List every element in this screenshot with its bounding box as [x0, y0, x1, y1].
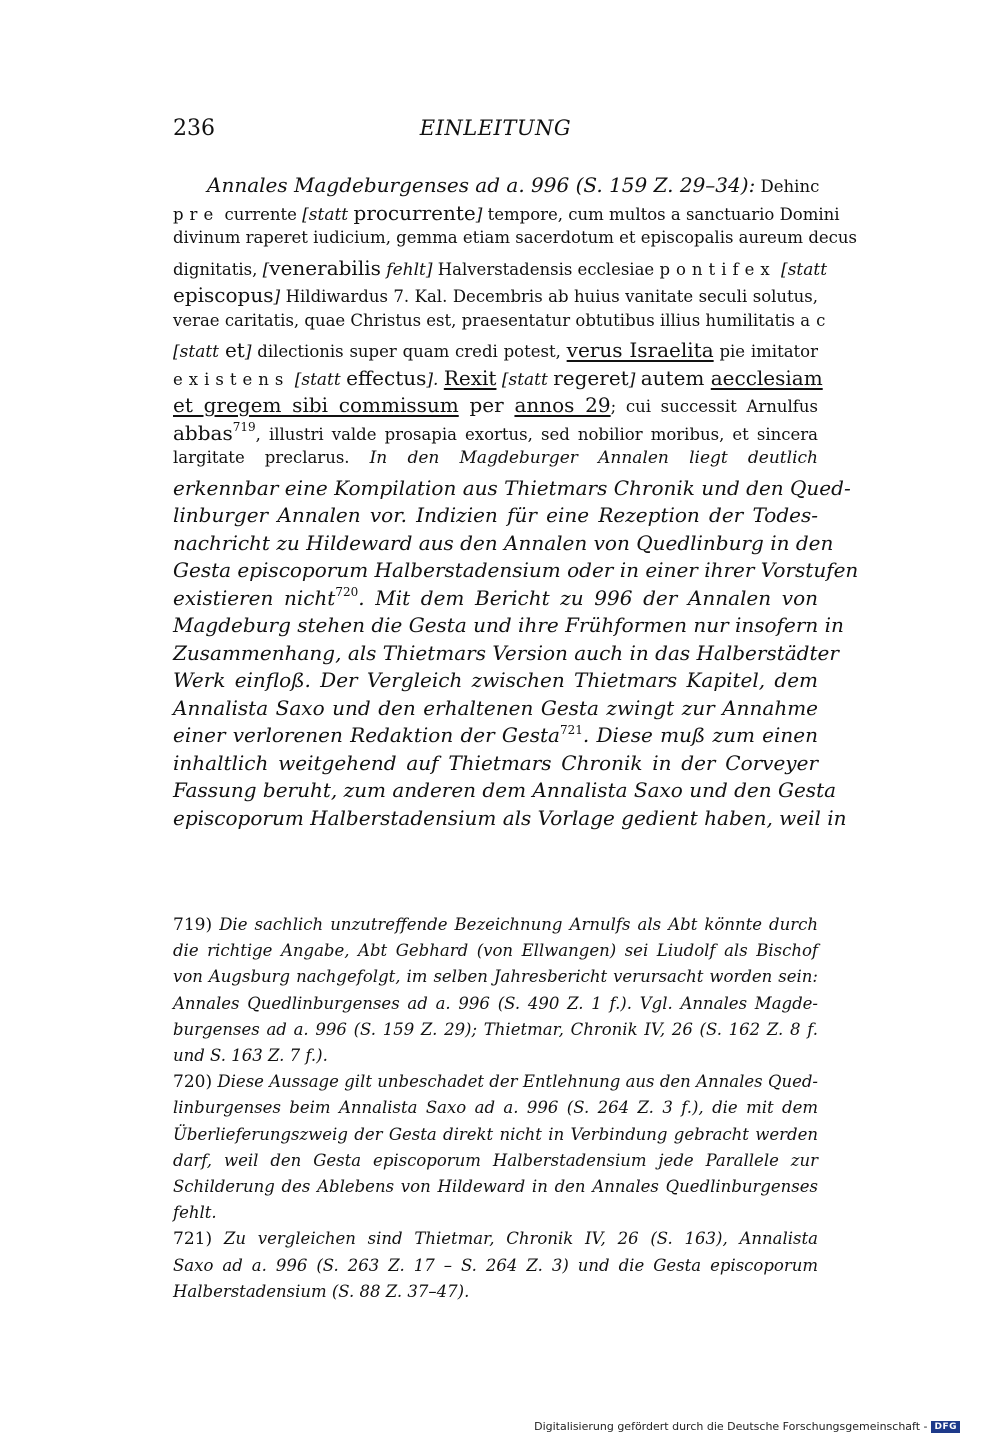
footnote-line: [173, 1124, 818, 1144]
text-run: currente: [219, 204, 303, 224]
underlined-text: annos 29: [514, 393, 611, 417]
footnote-text: fehlt.: [173, 1203, 217, 1223]
text-run: venerabilis: [269, 255, 381, 280]
text-run: [: [262, 259, 270, 280]
footnote-first-line: [173, 917, 818, 934]
text-run: Dehinc: [755, 177, 820, 196]
body-line: [173, 228, 857, 247]
text-run: effectus: [346, 365, 427, 390]
text-run: Werk einfloß. Der Vergleich zwischen Thietmars Kapitel, dem: [173, 668, 818, 692]
body-line: [173, 310, 832, 330]
body-line: [173, 395, 818, 416]
footnote-text: Zu vergleichen sind Thietmar, Chronik IV, 26 (S. 163), Annalista: [223, 1229, 818, 1249]
footnote-text: die richtige Angabe, Abt Gebhard (von Ellwangen) sei Liudolf als Bischof: [173, 941, 818, 961]
body-line: [173, 805, 847, 830]
footnote-line: [173, 943, 818, 960]
text-run: procurrente: [353, 200, 476, 225]
body-line: [173, 505, 818, 526]
footnote-text: Die sachlich unzutreffende Bezeichnung Arnulfs als Abt könnte durch: [219, 915, 819, 934]
text-run: fehlt]: [380, 259, 433, 280]
text-run: verae caritatis, quae Christus est, praesentatur obtutibus illius humilitatis: [173, 310, 801, 330]
page-number: 236: [173, 116, 215, 141]
body-line: [173, 695, 818, 720]
footnote-text: von Augsburg nachgefolgt, im selben Jahresbericht verursacht worden sein:: [173, 967, 818, 987]
text-run: ; cui successit Arnulfus: [610, 397, 818, 416]
text-run: einer verlorenen Redaktion der Gesta: [173, 723, 560, 747]
text-run: pre: [173, 204, 220, 224]
text-run: existieren nicht: [173, 585, 336, 610]
footnote-number: 719): [173, 915, 213, 935]
text-run: pontifex: [659, 259, 776, 279]
text-run: inhaltlich weitgehend auf Thietmars Chronik in der Corveyer: [173, 750, 818, 775]
text-run: . Diese muß zum einen: [582, 723, 818, 747]
text-run: dignitatis,: [173, 259, 263, 279]
text-run: regeret: [553, 365, 629, 390]
text-run: [statt: [775, 259, 828, 280]
text-run: [statt: [173, 342, 225, 362]
text-run: divinum raperet iudicium, gemma etiam sacerdotum et episcopalis aureum decus: [173, 228, 857, 247]
text-run: episcopus: [173, 283, 274, 307]
text-run: In den Magdeburger Annalen liegt deutlich: [369, 448, 818, 468]
text-run: nachricht zu Hildeward aus den Annalen von Quedlinburg in den: [173, 530, 834, 555]
footnote-reference: 721: [559, 722, 583, 737]
footnote-number: 720): [173, 1072, 213, 1093]
footnote-text: darf, weil den Gesta episcoporum Halberstadensium jede Parallele zur: [173, 1150, 818, 1170]
underlined-text: aecclesiam: [710, 365, 823, 390]
body-line: [173, 200, 840, 225]
text-run: Annales Magdeburgenses ad a. 996 (S. 159 Z. 29–34):: [207, 173, 756, 197]
text-run: dilectionis super quam credi potest,: [251, 342, 567, 361]
footnote-text: und S. 163 Z. 7 f.).: [173, 1046, 328, 1065]
body-line: [173, 450, 818, 467]
body-line: [207, 175, 818, 196]
footnote-text: Diese Aussage gilt unbeschadet der Entlehnung aus den Annales Qued-: [217, 1072, 819, 1092]
text-run: ]: [244, 342, 252, 362]
body-line: [173, 365, 823, 390]
text-run: et: [224, 338, 245, 362]
body-line: [173, 640, 839, 665]
text-run: ]: [475, 204, 483, 225]
footnote-reference: 720: [335, 585, 359, 599]
footnote-line: [173, 1150, 818, 1170]
body-line: [173, 558, 859, 582]
text-run: Fassung beruht, zum anderen dem Annalista Saxo und den Gesta: [173, 778, 837, 802]
text-run: erkennbar eine Kompilation aus Thietmars Chronik und den Qued-: [173, 475, 851, 500]
text-run: existens: [173, 369, 290, 389]
text-run: Zusammenhang, als Thietmars Version auch in das Halberstädter: [173, 640, 839, 665]
footnote-line: [173, 993, 818, 1013]
text-run: linburger Annalen vor. Indizien für eine Rezeption der Todes-: [173, 503, 818, 527]
text-run: ].: [426, 369, 444, 390]
text-run: tempore, cum multos a sanctuario Domini: [482, 204, 840, 224]
text-run: [statt: [496, 369, 554, 390]
text-run: ]: [628, 369, 641, 390]
footnote-first-line: [173, 1074, 818, 1091]
text-run: pie imitator: [713, 342, 819, 361]
footnote-line: [173, 1281, 818, 1301]
footnote-text: Halberstadensium (S. 88 Z. 37–47).: [173, 1281, 470, 1301]
body-line: [173, 585, 818, 610]
footnote-line: [173, 969, 818, 986]
text-run: autem: [640, 365, 711, 390]
text-run: episcoporum Halberstadensium als Vorlage gedient haben, weil in: [173, 805, 847, 830]
footnote-line: [173, 1100, 818, 1117]
body-line: [173, 613, 844, 637]
body-line: [173, 420, 818, 445]
footnote-line: [173, 1255, 818, 1275]
body-line: [173, 475, 851, 500]
body-line: [173, 778, 837, 802]
footnote-line: [173, 1048, 818, 1065]
text-run: abbas: [173, 420, 233, 445]
footnote-text: linburgenses beim Annalista Saxo ad a. 996 (S. 264 Z. 3 f.), die mit dem: [173, 1098, 818, 1118]
body-line: [173, 750, 818, 775]
footnote-line: [173, 1205, 818, 1222]
footnote-text: Annales Quedlinburgenses ad a. 996 (S. 490 Z. 1 f.). Vgl. Annales Magde-: [173, 993, 818, 1013]
digitization-credit: [534, 1420, 960, 1433]
text-run: per: [458, 393, 515, 417]
body-line: [173, 285, 818, 306]
footnote-text: Saxo ad a. 996 (S. 263 Z. 17 – S. 264 Z. 3) und die Gesta episcoporum: [173, 1255, 818, 1275]
text-run: Halverstadensis ecclesiae: [432, 259, 660, 279]
body-line: [173, 340, 818, 361]
footnote-first-line: [173, 1231, 818, 1248]
running-head: EINLEITUNG: [419, 116, 572, 140]
text-run: [statt: [302, 204, 354, 225]
dfg-logo: DFG: [931, 1421, 960, 1433]
footnote-line: [173, 1179, 818, 1196]
footnote-text: Überlieferungszweig der Gesta direkt nicht in Verbindung gebracht werden: [173, 1124, 818, 1144]
footnote-number: 721): [173, 1229, 213, 1250]
text-run: [statt: [289, 369, 347, 390]
text-run: ac: [800, 310, 832, 330]
underlined-text: et gregem sibi commissum: [173, 393, 459, 417]
credit-text: Digitalisierung gefördert durch die Deutsche Forschungsgemeinschaft -: [534, 1420, 928, 1433]
text-run: largitate preclarus.: [173, 448, 370, 467]
text-run: Annalista Saxo und den erhaltenen Gesta zwingt zur Annahme: [173, 695, 818, 720]
body-line: [173, 255, 828, 280]
footnote-reference: 719: [232, 420, 256, 434]
underlined-text: Rexit: [443, 365, 497, 390]
text-run: , illustri valde prosapia exortus, sed nobilior moribus, et sincera: [255, 424, 818, 444]
footnote-text: burgenses ad a. 996 (S. 159 Z. 29); Thietmar, Chronik IV, 26 (S. 162 Z. 8 f.: [173, 1019, 818, 1039]
underlined-text: verus Israelita: [566, 338, 714, 362]
text-run: Gesta episcoporum Halberstadensium oder in einer ihrer Vorstufen: [173, 558, 859, 582]
footnote-line: [173, 1019, 818, 1039]
page-header: [173, 116, 818, 150]
body-line: [173, 722, 818, 747]
text-run: . Mit dem Bericht zu 996 der Annalen von: [358, 585, 818, 610]
text-run: ]: [273, 287, 281, 307]
text-run: Magdeburg stehen die Gesta und ihre Frühformen nur insofern in: [173, 613, 844, 637]
body-line: [173, 670, 818, 691]
body-line: [173, 530, 834, 555]
text-run: Hildiwardus 7. Kal. Decembris ab huius vanitate seculi solutus,: [280, 287, 818, 306]
footnote-text: Schilderung des Ablebens von Hildeward in den Annales Quedlinburgenses: [173, 1177, 818, 1196]
